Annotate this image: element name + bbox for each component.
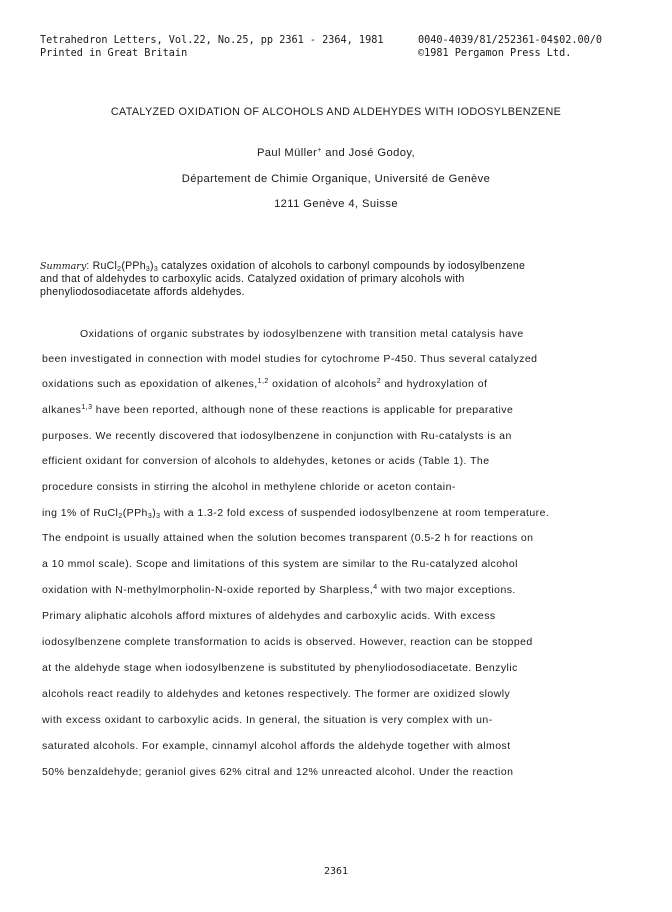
summary-label: Summary [40, 261, 87, 272]
body-line: 50% benzaldehyde; geraniol gives 62% citral and 12% unreacted alcohol. Under the reaction [42, 766, 514, 778]
author-rest: and José Godoy, [321, 147, 416, 159]
body-line: ing 1% of $RuCl_2(PPh_3)_3$ with a 1.3-2 fold excess of suspended iodosylbenzene at room temperature. [42, 507, 550, 520]
body-line: procedure consists in stirring the alcohol in methylene chloride or aceton contain- [42, 481, 456, 493]
body-line: alkanes$^{1,3}$ have been reported, although none of these reactions is applicable for preparative [42, 404, 514, 416]
ref-citation: 1,3 [81, 404, 93, 411]
address: 1211 Genève 4, Suisse [274, 198, 398, 210]
journal-citation: Tetrahedron Letters, Vol.22, No.25, pp 2361 - 2364, 1981 [40, 35, 384, 46]
dagger-mark: + [317, 147, 322, 154]
affiliation: Département de Chimie Organique, Université de Genève [181, 173, 491, 185]
authors [0, 147, 672, 159]
summary-line-1: Summary: $RuCl_2(PPh_3)_3$ catalyzes oxidation of alcohols to carbonyl compounds by iodosylbenzene [40, 260, 526, 273]
body-line: purposes. We recently discovered that iodosylbenzene in conjunction with Ru-catalysts is an [42, 430, 512, 442]
summary-line-3: phenyliodosodiacetate affords aldehydes. [40, 286, 245, 298]
body-line: saturated alcohols. For example, cinnamyl alcohol affords the aldehyde together with almost [42, 740, 511, 752]
body-line: a 10 mmol scale). Scope and limitations of this system are similar to the Ru-catalyzed alcohol [42, 558, 518, 570]
body-line: iodosylbenzene complete transformation to acids is observed. However, reaction can be stopped [42, 636, 533, 648]
ref-citation: 1,2 [257, 378, 269, 385]
body-line: oxidations such as epoxidation of alkenes,$^{1,2}$ oxidation of alcohols$^2$ and hydroxylation of [42, 378, 488, 390]
article-title: CATALYZED OXIDATION OF ALCOHOLS AND ALDEHYDES WITH IODOSYLBENZENE [110, 106, 562, 118]
body-line: been investigated in connection with model studies for cytochrome P-450. Thus several catalyzed [42, 353, 538, 365]
copyright: ©1981 Pergamon Press Ltd. [418, 48, 572, 59]
body-line: oxidation with N-methylmorpholin-N-oxide reported by Sharpless,$^4$ with two major exceptions. [42, 584, 516, 596]
body-line: Oxidations of organic substrates by iodosylbenzene with transition metal catalysis have [80, 328, 524, 340]
ref-citation: 2 [376, 378, 382, 385]
body-line: efficient oxidant for conversion of alcohols to aldehydes, ketones or acids (Table 1). The [42, 455, 490, 467]
printed-in: Printed in Great Britain [40, 48, 188, 59]
article-code: 0040-4039/81/252361-04$02.00/0 [418, 35, 603, 46]
body-line: with excess oxidant to carboxylic acids. In general, the situation is very complex with un- [42, 714, 493, 726]
page-number: 2361 [323, 866, 349, 877]
body-line: Primary aliphatic alcohols afford mixtures of aldehydes and carboxylic acids. With excess [42, 610, 496, 622]
ref-citation: 4 [373, 584, 378, 591]
body-line: at the aldehyde stage when iodosylbenzene is substituted by phenyliodosodiacetate. Benzylic [42, 662, 518, 674]
author-name: Paul Müller [256, 147, 318, 159]
body-line: alcohols react readily to aldehydes and ketones respectively. The former are oxidized slowly [42, 688, 511, 700]
summary-line-2: and that of aldehydes to carboxylic acids. Catalyzed oxidation of primary alcohols with [40, 273, 465, 285]
body-line: The endpoint is usually attained when the solution becomes transparent (0.5-2 h for reactions on [42, 532, 534, 544]
